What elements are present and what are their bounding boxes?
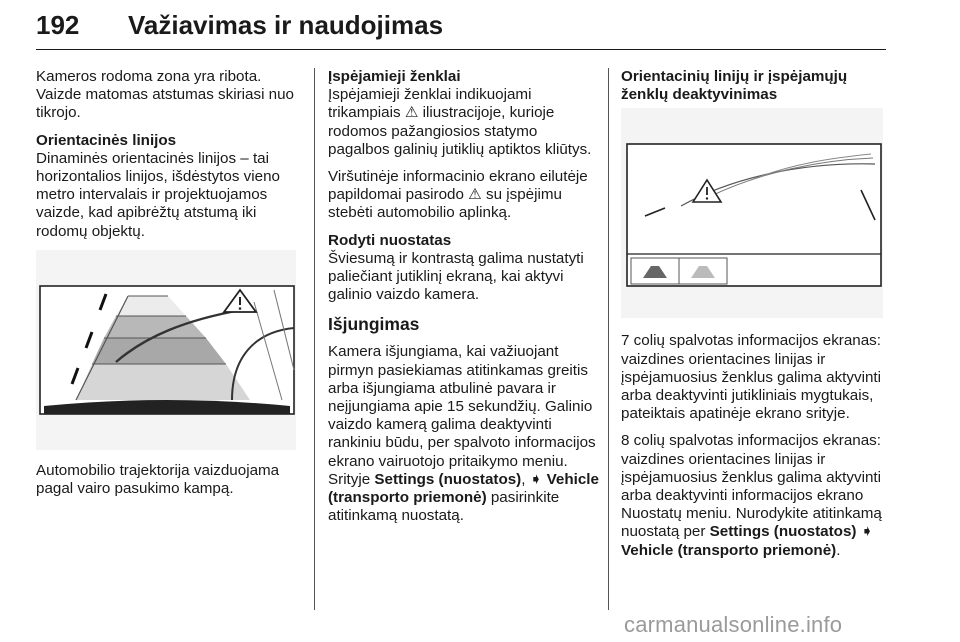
guide-zone-near — [76, 364, 250, 400]
camera-view-graphic — [36, 250, 296, 450]
paragraph-7-inch: 7 colių spalvotas informacijos ekranas: vaizdines orientacines linijas ir įspėjamuosius ženklus galima aktyvinti arba deaktyvinti jutikliniais mygtukais, pateiktais apatinėje ekrano srityje. — [621, 332, 881, 423]
heading-deactivation: Išjungimas — [328, 314, 420, 335]
heading-deactivate-lines: Orientacinių linijų ir įspėjamųjų ženklų deaktyvinimas — [621, 68, 848, 104]
deactivation-illustration — [621, 108, 883, 318]
paragraph-camera-zone: Kameros rodoma zona yra ribota. Vaizde matomas atstumas skiriasi nuo tikrojo. — [36, 68, 295, 122]
camera-view-illustration — [36, 250, 296, 450]
paragraph-8-inch: 8 colių spalvotas informacijos ekranas: vaizdines orientacines linijas ir įspėjamuosius ženklus galima aktyvinti arba deaktyvinti informacijos ekrano Nuostatų meniu. Nurodykite atitinkamą nuostatą per Settings (nuostatos) ➧ Vehicle (transporto priemonė). — [621, 432, 882, 559]
warning-mark-dot — [239, 307, 242, 310]
menu-arrow: ➧ — [856, 523, 874, 541]
page-header — [36, 6, 886, 50]
watermark-text: carmanualsonline.info — [624, 612, 843, 637]
menu-vehicle: Vehicle (transporto priemonė) — [621, 541, 837, 559]
warning-icon: ⚠ — [468, 186, 482, 204]
menu-settings: Settings (nuostatos) — [374, 470, 522, 488]
paragraph-orientation-lines: Dinaminės orientacinės linijos – tai horizontalios linijos, išdėstytos vieno metro intervalais ir projektuojamos vaizde, kad apibrėžtų atstumą iki rodomų objektų. — [36, 149, 280, 240]
column-1 — [36, 68, 308, 507]
guide-zone-mid — [92, 338, 226, 364]
warning-mark-dot — [706, 198, 708, 200]
page-title: Važiavimas ir naudojimas — [128, 10, 444, 40]
menu-arrow: , ➧ — [521, 470, 547, 488]
paragraph-warning-signs: Įspėjamieji ženklai indikuojami trikampiais ⚠ iliustracijoje, kurioje rodomos pažangiosios statymo pagalbos galinių jutiklių aptiktos kliūtys. — [328, 86, 592, 158]
menu-vehicle: Vehicle (transporto priemonė) — [328, 470, 599, 507]
column-divider-2 — [608, 68, 609, 610]
deactivation-graphic — [621, 108, 883, 318]
heading-display-settings: Rodyti nuostatas — [328, 231, 452, 249]
paragraph-display-settings: Šviesumą ir kontrastą galima nustatyti paliečiant jutiklinį ekraną, kai aktyvi galinio vaizdo kamera. — [328, 249, 584, 304]
header-rule — [36, 49, 886, 50]
heading-orientation-lines: Orientacinės linijos — [36, 131, 177, 149]
paragraph-top-line-warning: Viršutinėje informacinio ekrano eilutėje papildomai pasirodo ⚠ su įspėjimu stebėti automobilio aplinką. — [328, 168, 588, 222]
column-3 — [621, 68, 889, 569]
heading-warning-signs: Įspėjamieji ženklai — [328, 68, 461, 85]
column-2 — [328, 68, 600, 534]
menu-settings: Settings (nuostatos) — [709, 523, 857, 541]
column-divider-1 — [314, 68, 315, 610]
figure-caption: Automobilio trajektorija vaizduojama pagal vairo pasukimo kampą. — [36, 461, 280, 498]
warning-icon: ⚠ — [404, 104, 419, 122]
page-number: 192 — [36, 10, 80, 40]
paragraph-deactivation: Kamera išjungiama, kai važiuojant pirmyn pasiekiamas atitinkamas greitis arba išjungiama atbulinė pavara ir neįjungiama apie 15 sekundžių. Galinio vaizdo kamerą galima deaktyvinti rankiniu būdu, per spalvoto informacijos ekrano vairuotojo pritaikymo meniu. Srityje Settings (nuostatos), ➧ Vehicle (transporto priemonė) pasirinkite atitinkamą nuostatą. — [328, 343, 599, 525]
